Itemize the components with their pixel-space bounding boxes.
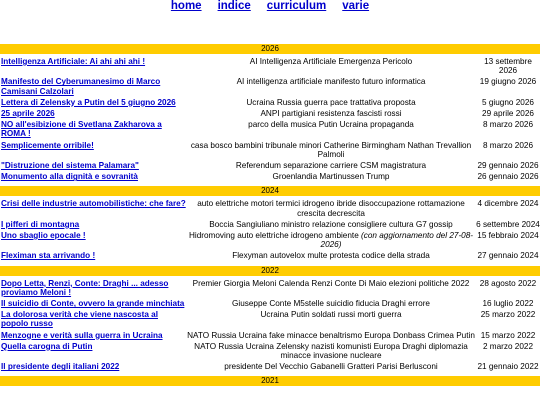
year-header: 2026 <box>0 44 540 54</box>
article-tags <box>186 279 476 288</box>
article-row <box>0 231 540 249</box>
article-title-link[interactable]: Crisi delle industrie automobilistiche: che fare? <box>1 199 186 209</box>
article-tags-text: parco della musica Putin Ucraina propaganda <box>248 120 414 130</box>
article-title-link[interactable]: "Distruzione del sistema Palamara" <box>1 161 139 171</box>
article-tags <box>186 251 476 260</box>
article-tags-text: Ucraina Russia guerra pace trattativa proposta <box>246 97 416 107</box>
article-date: 26 gennaio 2026 <box>477 172 539 182</box>
article-tags <box>186 231 476 249</box>
nav-curriculum-link[interactable]: curriculum <box>266 0 327 12</box>
article-title-link[interactable]: La dolorosa verità che viene nascosta al popolo russo <box>1 310 158 329</box>
article-title-link[interactable]: Semplicemente orribile! <box>1 140 94 150</box>
article-title-link[interactable]: Manifesto del Cyberumanesimo di Marco Camisani Calzolari <box>1 77 161 96</box>
article-date: 13 settembre 2026 <box>484 57 532 76</box>
article-row <box>0 220 540 229</box>
article-tags-text: Boccia Sangiuliano ministro relazione consigliere cultura G7 gossip <box>209 219 453 229</box>
article-title-link[interactable]: Il presidente degli italiani 2022 <box>1 362 120 372</box>
year-header: 2022 <box>0 266 540 276</box>
article-row <box>0 331 540 340</box>
article-update-note: (con aggiornamento del 27-08-2026) <box>320 231 473 250</box>
article-tags-text: auto elettriche motori termici idrogeno ibride disoccupazione rottamazione crescita decrescita <box>197 199 465 218</box>
article-date: 15 febbraio 2024 <box>477 231 539 241</box>
article-row <box>0 172 540 181</box>
article-tags <box>186 120 476 129</box>
top-navigation <box>0 0 540 14</box>
nav-home-link[interactable]: home <box>170 0 202 12</box>
article-title-link[interactable]: Lettera di Zelensky a Putin del 5 giugno 2026 <box>1 97 176 107</box>
article-tags-text: Giuseppe Conte M5stelle suicidio fiducia Draghi errore <box>232 299 430 309</box>
article-title-link[interactable]: Monumento alla dignità e sovranità <box>1 172 138 182</box>
article-tags-text: AI Intelligenza Artificiale Emergenza Pericolo <box>249 57 413 66</box>
article-date: 16 luglio 2022 <box>482 299 534 309</box>
article-tags <box>186 172 476 181</box>
article-date: 8 marzo 2026 <box>482 120 534 130</box>
article-date: 5 giugno 2026 <box>482 97 534 107</box>
article-row <box>0 98 540 107</box>
article-tags-text: NATO Russia Ucraina Zelensky nazisti komunisti Europa Draghi diplomazia minacce invasione nucleare <box>194 341 468 361</box>
article-row <box>0 279 540 297</box>
article-tags-text: ANPI partigiani resistenza fascisti rossi <box>260 109 402 119</box>
article-title-link[interactable]: NO all'esibizione di Svetlana Zakharova a ROMA ! <box>1 120 162 139</box>
article-tags-text: Flexyman autovelox multe protesta codice della strada <box>232 251 430 261</box>
article-date: 28 agosto 2022 <box>479 278 537 288</box>
article-row <box>0 57 540 75</box>
article-date: 2 marzo 2022 <box>482 341 534 351</box>
article-date: 25 marzo 2022 <box>480 310 536 320</box>
article-title-link[interactable]: Fleximan sta arrivando ! <box>1 251 96 261</box>
article-tags <box>186 141 476 159</box>
article-row <box>0 342 540 360</box>
article-title-link[interactable]: Uno sbaglio epocale ! <box>1 231 86 241</box>
year-header: 2021 <box>0 376 540 386</box>
article-title-link[interactable]: Menzogne e verità sulla guerra in Ucraina <box>1 330 163 340</box>
article-row <box>0 362 540 371</box>
article-tags-text: AI intelligenza artificiale manifesto futuro informatica <box>236 77 426 87</box>
article-tags-text: NATO Russia Ucraina fake minacce benaltrismo Europa Donbass Crimea Putin <box>187 330 475 340</box>
article-tags <box>186 109 476 118</box>
year-header: 2024 <box>0 186 540 196</box>
article-tags <box>186 362 476 371</box>
article-title-link[interactable]: Il suicidio di Conte, ovvero la grande minchiata <box>1 299 185 309</box>
nav-indice-link[interactable]: indice <box>217 0 251 12</box>
article-date: 15 marzo 2022 <box>480 330 536 340</box>
article-date: 27 gennaio 2024 <box>477 251 539 261</box>
article-tags <box>186 299 476 308</box>
article-title-link[interactable]: Dopo Letta, Renzi, Conte: Draghi ... adesso proviamo Meloni ! <box>1 278 169 297</box>
article-row <box>0 310 540 328</box>
article-title-link[interactable]: Quella carogna di Putin <box>1 341 93 351</box>
article-date: 4 dicembre 2024 <box>477 199 539 209</box>
article-tags-text: Ucraina Putin soldati russi morti guerra <box>260 310 402 320</box>
article-date: 19 giugno 2026 <box>479 77 537 87</box>
article-list <box>0 44 540 389</box>
article-date: 29 gennaio 2026 <box>477 161 539 171</box>
article-title-link[interactable]: 25 aprile 2026 <box>1 109 55 119</box>
article-tags <box>186 220 476 229</box>
article-row <box>0 251 540 260</box>
article-title-link[interactable]: Intelligenza Artificiale: Ai ahi ahi ahi ! <box>1 57 146 66</box>
article-date: 21 gennaio 2022 <box>477 362 539 372</box>
article-row <box>0 199 540 217</box>
article-tags <box>186 57 476 66</box>
article-row <box>0 120 540 138</box>
article-row <box>0 77 540 95</box>
article-tags <box>186 342 476 360</box>
article-tags <box>186 161 476 170</box>
article-tags-text: Hidromoving auto elettriche idrogeno ambiente <box>188 231 359 241</box>
article-tags <box>186 199 476 217</box>
article-date: 8 marzo 2026 <box>482 140 534 150</box>
article-date: 6 settembre 2024 <box>476 219 540 229</box>
article-row <box>0 141 540 159</box>
article-row <box>0 161 540 170</box>
article-tags-text: Referendum separazione carriere CSM magistratura <box>235 161 427 171</box>
article-tags <box>186 331 476 340</box>
article-tags-text: Groenlandia Martinussen Trump <box>272 172 390 182</box>
article-tags <box>186 310 476 319</box>
article-row <box>0 299 540 308</box>
article-date: 29 aprile 2026 <box>482 109 534 119</box>
article-tags-text: casa bosco bambini tribunale minori Catherine Birmingham Nathan Trevallion Palmoli <box>190 140 472 159</box>
article-title-link[interactable]: I pifferi di montagna <box>1 219 80 229</box>
article-tags <box>186 98 476 107</box>
article-tags <box>186 77 476 86</box>
nav-varie-link[interactable]: varie <box>342 0 370 12</box>
article-tags-text: presidente Del Vecchio Gabanelli Gratteri Parisi Berlusconi <box>224 362 438 372</box>
article-tags-text: Premier Giorgia Meloni Calenda Renzi Conte Di Maio elezioni politiche 2022 <box>192 278 470 288</box>
article-row <box>0 109 540 118</box>
section-gap <box>0 386 540 389</box>
